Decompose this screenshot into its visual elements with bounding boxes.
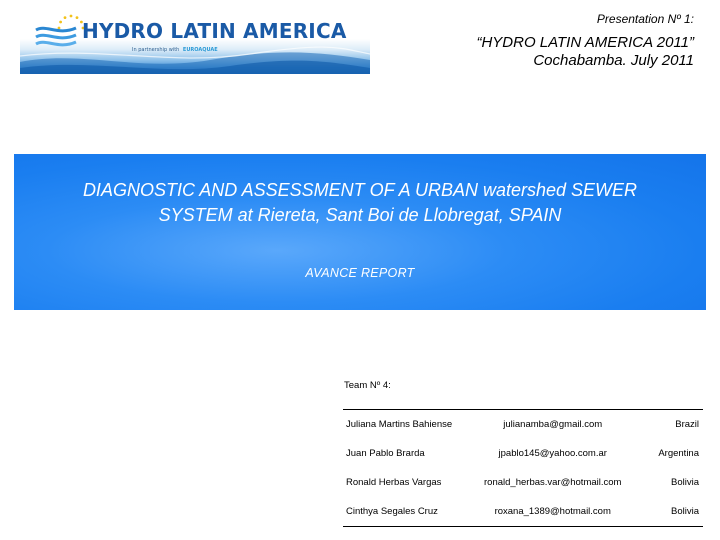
member-name: Juan Pablo Brarda (346, 448, 425, 459)
member-name: Ronald Herbas Vargas (346, 477, 442, 488)
partner-name: EUROAQUAE (182, 47, 218, 53)
team-members-table (343, 409, 703, 527)
team-title: Team Nº 4: (344, 380, 391, 391)
table-row (343, 410, 703, 440)
slide-title-line-2: SYSTEM at Riereta, Sant Boi de Llobregat, SPAIN (158, 205, 562, 225)
water-drop-icon (34, 24, 78, 50)
logo-word-latin-america: LATIN AMERICA (170, 19, 347, 43)
presentation-place-date: Cochabamba. July 2011 (533, 52, 694, 69)
member-email: julianamba@gmail.com (474, 410, 632, 440)
slide-title (14, 178, 706, 228)
table-row (343, 439, 703, 468)
member-name: Cinthya Segales Cruz (343, 497, 474, 527)
member-country: Bolivia (671, 477, 699, 488)
member-name: Juliana Martins Bahiense (343, 410, 474, 440)
hydro-latin-america-logo (20, 10, 370, 74)
team-section (343, 380, 703, 527)
logo-word-hydro: HYDRO (82, 19, 164, 43)
title-banner (14, 154, 706, 310)
slide-title-line-1: DIAGNOSTIC AND ASSESSMENT OF A URBAN watershed SEWER (82, 180, 638, 200)
member-country: Brazil (632, 410, 703, 440)
member-email: jpablo145@yahoo.com.ar (498, 448, 607, 459)
presentation-event: “HYDRO LATIN AMERICA 2011” (476, 34, 694, 51)
member-email: ronald_herbas.var@hotmail.com (484, 477, 622, 488)
table-row (343, 468, 703, 497)
member-email: roxana_1389@hotmail.com (474, 497, 632, 527)
logo-title (82, 19, 347, 43)
partner-prefix: In partnership with (132, 47, 180, 53)
member-country: Bolivia (632, 497, 703, 527)
presentation-number: Presentation Nº 1: (596, 12, 694, 26)
logo-partnership (132, 47, 218, 53)
slide-subtitle: AVANCE REPORT (305, 266, 415, 280)
member-country: Argentina (658, 448, 699, 459)
table-row (343, 497, 703, 527)
presentation-header (476, 12, 694, 69)
